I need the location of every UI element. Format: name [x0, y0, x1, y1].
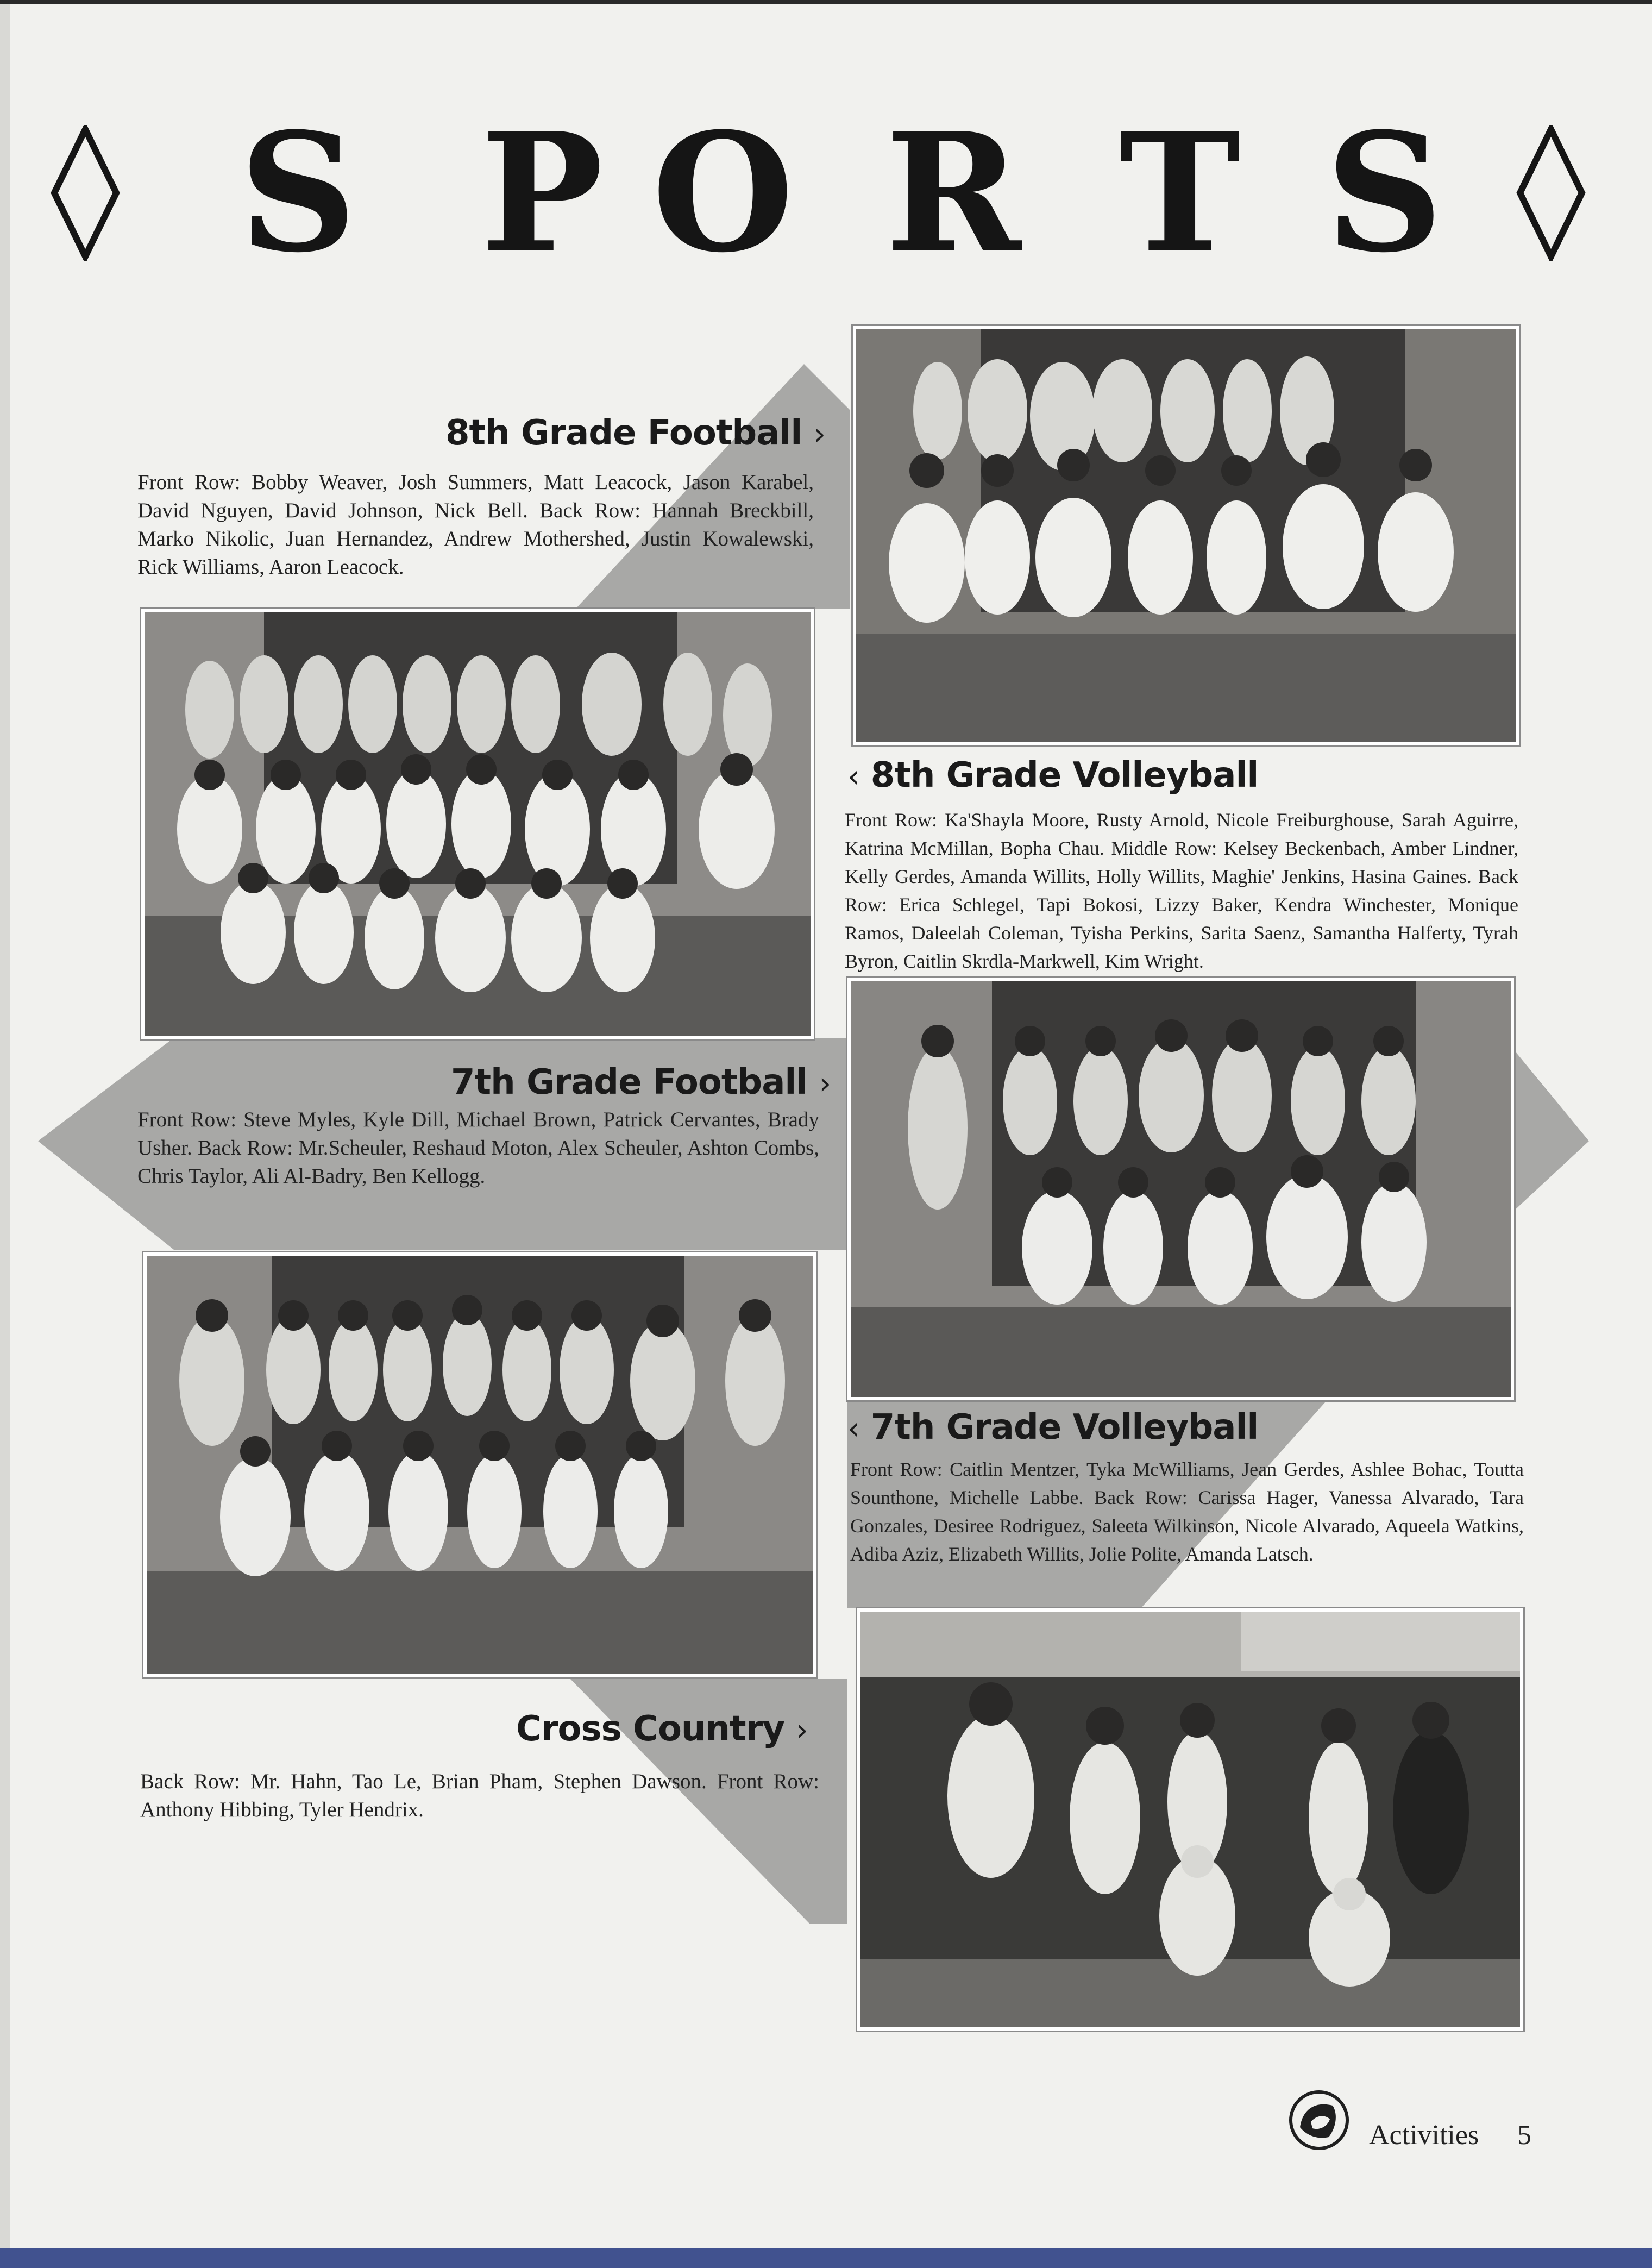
- heading-7th-grade-volleyball: [847, 1407, 1258, 1448]
- caption-8th-grade-football: Front Row: Bobby Weaver, Josh Summers, Matt Leacock, Jason Karabel, David Nguyen, David Johnson, Nick Bell. Back Row: Hannah Breckbill, Marko Nikolic, Juan Hernandez, Andrew Mothershed, Justin Kowalewski, Rick Williams, Aaron Leacock.: [137, 471, 814, 579]
- caption-8th-grade-volleyball: Front Row: Ka'Shayla Moore, Rusty Arnold, Nicole Freiburghouse, Sarah Aguirre, Katrina McMillan, Bopha Chau. Middle Row: Kelsey Beckenbach, Amber Lindner, Kelly Gerdes, Amanda Willits, Holly Willits, Maghie' Jenkins, Hasina Gaines. Back Row: Erica Schlegel, Tapi Bokosi, Lizzy Baker, Kendra Winchester, Monique Ramos, Daleelah Coleman, Tyisha Perkins, Sarita Saenz, Samantha Halferty, Tyrah Byron, Caitlin Skrdla-Markwell, Kim Wright.: [845, 809, 1518, 972]
- caption-cross-country: Back Row: Mr. Hahn, Tao Le, Brian Pham, Stephen Dawson. Front Row: Anthony Hibbing, Tyler Hendrix.: [140, 1770, 819, 1821]
- chevron-right-icon: ›: [796, 1713, 808, 1748]
- chevron-right-icon: ›: [813, 417, 825, 452]
- heading-text: 7th Grade Volleyball: [870, 1407, 1259, 1448]
- title-letter-r: R: [885, 97, 1021, 289]
- photo-7th-grade-volleyball: [143, 1252, 816, 1677]
- lion-mascot-icon: [1286, 2089, 1352, 2152]
- footer-page-number: 5: [1517, 2120, 1531, 2151]
- title-letter-t: T: [1119, 97, 1241, 289]
- photo-cross-country: [857, 1608, 1523, 2031]
- page-title: [38, 97, 1603, 289]
- photo-8th-grade-football: [853, 326, 1519, 745]
- heading-8th-grade-football: [445, 413, 825, 453]
- heading-text: 7th Grade Football: [451, 1062, 808, 1102]
- caption-7th-grade-football: Front Row: Steve Myles, Kyle Dill, Michael Brown, Patrick Cervantes, Brady Usher. Back Row: Mr.Scheuler, Reshaud Moton, Alex Scheuler, Ashton Combs, Chris Taylor, Ali Al-Badry, Ben Kellogg.: [137, 1108, 819, 1188]
- chevron-left-icon: ‹: [847, 1411, 859, 1446]
- title-letter-s: S: [239, 97, 357, 289]
- heading-cross-country: [516, 1709, 808, 1749]
- title-letter-p: P: [481, 97, 604, 289]
- chevron-right-icon: ›: [819, 1066, 831, 1101]
- heading-text: Cross Country: [516, 1709, 784, 1749]
- photo-8th-grade-volleyball: [141, 609, 814, 1039]
- heading-7th-grade-football: [451, 1062, 831, 1102]
- heading-text: 8th Grade Volleyball: [870, 755, 1259, 795]
- diamond-outline-icon: [1516, 125, 1586, 261]
- chevron-left-icon: ‹: [847, 759, 859, 794]
- title-letter-s2: S: [1326, 97, 1443, 289]
- heading-8th-grade-volleyball: [847, 755, 1258, 795]
- footer-section-label: Activities: [1369, 2120, 1479, 2151]
- arrow-shape-right: [1513, 1049, 1589, 1212]
- caption-7th-grade-volleyball: Front Row: Caitlin Mentzer, Tyka McWilliams, Jean Gerdes, Ashlee Bohac, Toutta Sounthone, Michelle Labbe. Back Row: Carissa Hager, Vanessa Alvarado, Tara Gonzales, Desiree Rodriguez, Saleeta Wilkinson, Nicole Alvarado, Aqueela Watkins, Adiba Aziz, Elizabeth Willits, Jolie Polite, Amanda Latsch.: [850, 1458, 1524, 1565]
- heading-text: 8th Grade Football: [445, 413, 802, 453]
- title-letter-o: O: [652, 97, 794, 289]
- bottom-color-band: [0, 2248, 1652, 2268]
- photo-7th-grade-football: [847, 978, 1514, 1400]
- diamond-outline-icon: [50, 125, 121, 261]
